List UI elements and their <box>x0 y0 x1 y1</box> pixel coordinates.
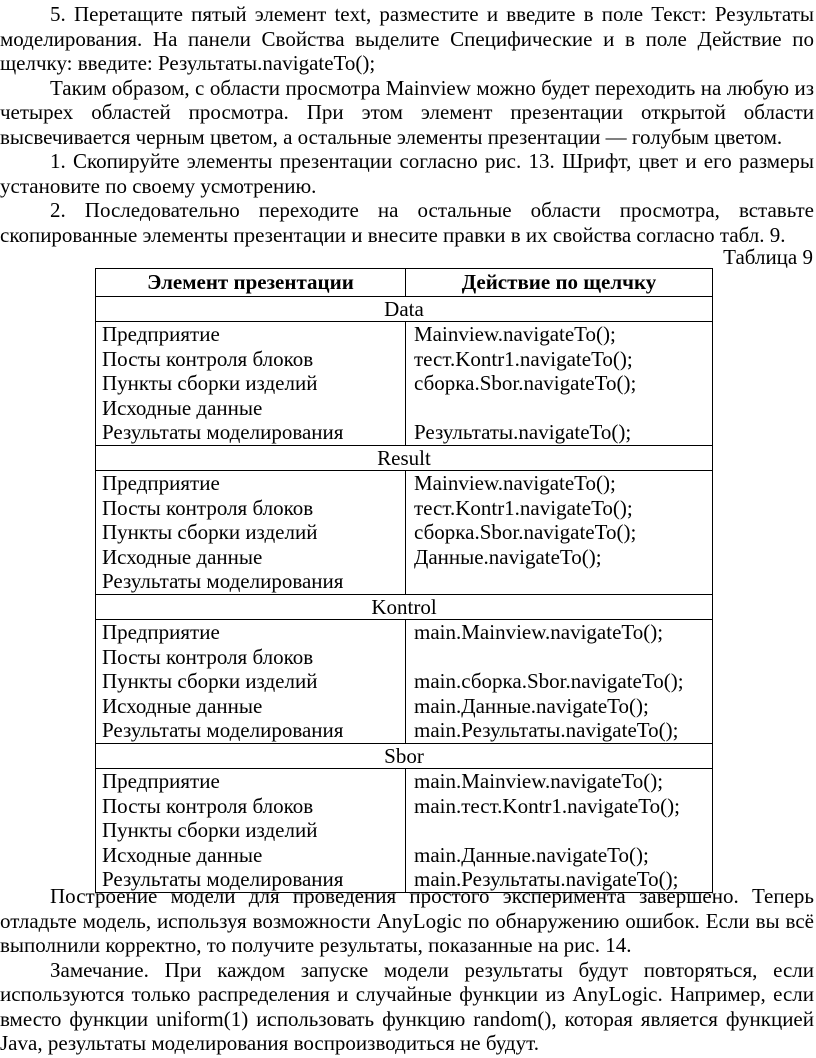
paragraph-step-2: 2. Последовательно переходите на остальные области просмотра, вставьте скопированные элементы презентации и внесите правки в их свойства согласно табл. 9. <box>0 198 814 247</box>
element-name: Пункты сборки изделий <box>102 520 318 544</box>
action-code: тест.Kontr1.navigateTo(); <box>414 346 633 371</box>
element-name: Исходные данные <box>102 842 263 867</box>
action-code: main.Результаты.navigateTo(); <box>414 867 679 891</box>
action-code: тест.Kontr1.navigateTo(); <box>414 495 633 520</box>
paragraph-mainview-summary: Таким образом, с области просмотра Mainview можно будет переходить на любую из четырех областей просмотра. При этом элемент презентации открытой области высвечивается черным цветом, а остальные элементы презентации — голубым цветом. <box>0 75 814 149</box>
section-title: Sbor <box>96 743 713 769</box>
element-name: Предприятие <box>102 620 220 644</box>
element-name: Пункты сборки изделий <box>102 669 318 693</box>
element-name: Предприятие <box>102 769 220 793</box>
actions-cell <box>406 769 713 893</box>
action-code: сборка.Sbor.navigateTo(); <box>414 371 637 395</box>
action-code: main.тест.Kontr1.navigateTo(); <box>414 793 680 818</box>
table-row <box>96 471 713 595</box>
table-body <box>96 296 713 892</box>
action-code: main.Mainview.navigateTo(); <box>414 620 664 644</box>
section-row-sbor <box>96 743 713 769</box>
element-name: Посты контроля блоков <box>102 644 314 669</box>
table-caption: Таблица 9 <box>723 245 813 269</box>
section-title: Result <box>96 445 713 471</box>
paragraph-model-complete: Построение модели для проведения простого эксперимента завершено. Теперь отладьте модель, используя возможности AnyLogic по обнаружению ошибок. Если вы всё выполнили корректно, то получите результаты, показанные на рис. 14. <box>0 884 814 957</box>
action-code: Mainview.navigateTo(); <box>414 471 616 495</box>
action-code: main.Данные.navigateTo(); <box>414 693 649 718</box>
elements-cell <box>96 769 406 893</box>
action-code: сборка.Sbor.navigateTo(); <box>414 520 637 544</box>
action-code <box>414 818 712 843</box>
elements-cell <box>96 322 406 446</box>
action-code: Данные.navigateTo(); <box>414 544 602 569</box>
action-code <box>414 645 712 670</box>
table-row <box>96 769 713 893</box>
element-name: Результаты моделирования <box>102 420 344 444</box>
action-code: main.сборка.Sbor.navigateTo(); <box>414 669 684 693</box>
element-name: Посты контроля блоков <box>102 793 314 818</box>
table-header-row <box>96 269 713 297</box>
element-name: Пункты сборки изделий <box>102 371 318 395</box>
section-title: Kontrol <box>96 594 713 620</box>
table-row <box>96 322 713 446</box>
action-code <box>414 396 712 421</box>
top-text-block <box>0 2 814 247</box>
element-name: Посты контроля блоков <box>102 495 314 520</box>
action-code <box>414 569 712 594</box>
action-code: main.Mainview.navigateTo(); <box>414 769 664 793</box>
element-name: Результаты моделирования <box>102 867 344 891</box>
element-name: Посты контроля блоков <box>102 346 314 371</box>
actions-cell <box>406 471 713 595</box>
action-code: main.Данные.navigateTo(); <box>414 842 649 867</box>
elements-cell <box>96 471 406 595</box>
paragraph-note: Замечание. При каждом запуске модели результаты будут повторяться, если используются только распределения и случайные функции из AnyLogic. Например, если вместо функции uniform(1) использовать функцию random(), которая является функцией Java, результаты моделирования воспроизводиться не будут. <box>0 957 814 1055</box>
table-row <box>96 620 713 744</box>
paragraph-step-5: 5. Перетащите пятый элемент text, разместите и введите в поле Текст: Результаты моделирования. На панели Свойства выделите Специфические и в поле Действие по щелчку: введите: Результаты.navigateTo(); <box>0 2 814 75</box>
action-code: Результаты.navigateTo(); <box>414 420 632 444</box>
header-element: Элемент презентации <box>96 269 406 297</box>
paragraph-step-1: 1. Скопируйте элементы презентации согласно рис. 13. Шрифт, цвет и его размеры установите по своему усмотрению. <box>0 149 814 198</box>
element-name: Предприятие <box>102 322 220 346</box>
bottom-text-block <box>0 884 814 1056</box>
action-code: Mainview.navigateTo(); <box>414 322 616 346</box>
actions-cell <box>406 620 713 744</box>
element-name: Пункты сборки изделий <box>102 818 318 842</box>
action-code: main.Результаты.navigateTo(); <box>414 718 679 742</box>
element-name: Результаты моделирования <box>102 718 344 742</box>
section-title: Data <box>96 296 713 322</box>
elements-cell <box>96 620 406 744</box>
element-name: Результаты моделирования <box>102 569 344 593</box>
element-name: Исходные данные <box>102 544 263 569</box>
section-row-kontrol <box>96 594 713 620</box>
header-action: Действие по щелчку <box>406 269 713 297</box>
section-row-data <box>96 296 713 322</box>
actions-cell <box>406 322 713 446</box>
section-row-result <box>96 445 713 471</box>
element-name: Исходные данные <box>102 395 263 420</box>
table-9 <box>95 268 713 893</box>
element-name: Предприятие <box>102 471 220 495</box>
element-name: Исходные данные <box>102 693 263 718</box>
